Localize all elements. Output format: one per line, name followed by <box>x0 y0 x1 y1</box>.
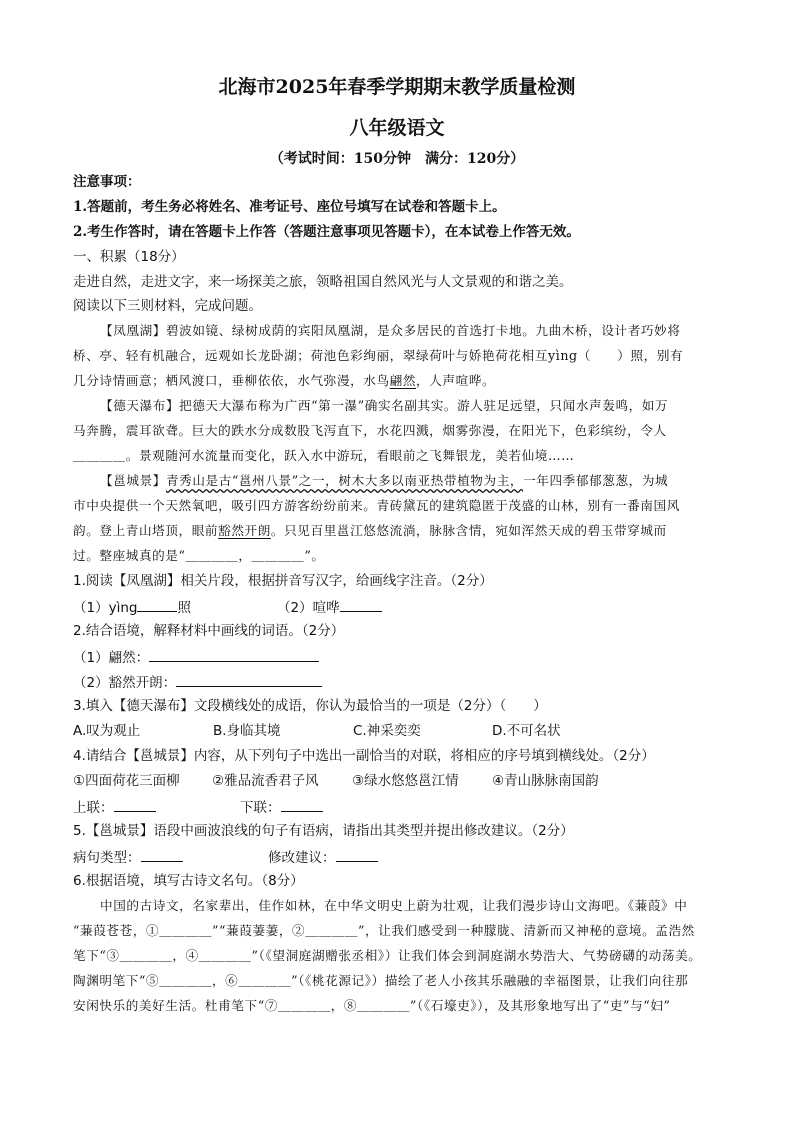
question-6-line: 安闲快乐的美好生活。杜甫笔下“⑦＿＿＿＿，⑧＿＿＿＿”（《石壕吏》），及其形象地写出了“吏”与“妇” <box>73 998 671 1013</box>
upper-couplet-answer <box>73 797 156 817</box>
question-1-stem: 1.阅读【凤凰湖】相关片段，根据拼音写汉字，给画线字注音。（2分） <box>73 573 493 589</box>
question-3-stem: 3.填入【德天瀑布】文段横线处的成语，你认为最恰当的一项是（2分）（ ） <box>73 698 547 714</box>
text-run: （2）喧哗 <box>277 600 340 616</box>
material-2-line: 【德天瀑布】把德天大瀑布称为广西“第一瀑”确实名副其实。游人驻足远望，只闻水声轰鸣，如万 <box>100 398 669 413</box>
answer-blank[interactable] <box>114 797 156 812</box>
text-run: 上联： <box>73 800 114 816</box>
exam-title: 北海市2025年春季学期期末教学质量检测 <box>218 76 576 98</box>
material-2-line: 马奔腾，震耳欲聋。巨大的跌水分成数股飞泻直下，水花四溅，烟雾弥漫，在阳光下，色彩缤纷，令人 <box>73 423 667 438</box>
material-3-line <box>100 472 668 490</box>
text-run: 病句类型： <box>73 850 141 866</box>
question-6-stem: 6.根据语境，填写古诗文名句。（8分） <box>73 873 304 889</box>
notice-heading: 注意事项： <box>73 174 141 190</box>
answer-blank[interactable] <box>340 597 382 612</box>
fix-suggestion-answer <box>268 847 378 867</box>
question-2-answer-a <box>73 647 319 667</box>
exam-info: （考试时间：150分钟 满分：120分） <box>269 151 525 167</box>
question-6-line: 笔下“③＿＿＿＿，④＿＿＿＿”（《望洞庭湖赠张丞相》）让我们体会到洞庭湖水势浩大、气势磅礴的动荡美。 <box>73 948 702 963</box>
question-1-answer-b <box>277 597 382 617</box>
question-1-answer-a <box>73 597 191 617</box>
question-2-stem: 2.结合语境，解释材料中画线的词语。（2分） <box>73 623 345 639</box>
answer-blank[interactable] <box>281 797 323 812</box>
material-1-line: 桥、亭、轻有机融合，远观如长龙卧湖；荷池色彩绚丽，翠绿荷叶与娇艳荷花相互yìng（ ）照，别有 <box>73 348 684 363</box>
couplet-option: ③绿水悠悠邕江情 <box>352 773 459 789</box>
option-b[interactable]: B.身临其境 <box>213 723 281 739</box>
section-intro-2: 阅读以下三则材料，完成问题。 <box>73 298 262 314</box>
text-run: 修改建议： <box>268 850 336 866</box>
section-intro-1: 走进自然，走进文字，来一场探美之旅，领略祖国自然风光与人文景观的和谐之美。 <box>73 274 573 290</box>
text-run: 照 <box>177 600 191 616</box>
text-run: ，人声喧哗。 <box>416 373 496 388</box>
answer-blank[interactable] <box>141 847 183 862</box>
material-3-line: 市中央提供一个天然氧吧，吸引四方游客纷纷前来。青砖黛瓦的建筑隐匿于茂盛的山林，别有一番南国风 <box>73 498 680 513</box>
answer-blank[interactable] <box>137 597 177 612</box>
material-1-line: 【凤凰湖】碧波如镜、绿树成荫的宾阳凤凰湖，是众多居民的首选打卡地。九曲木桥，设计者巧妙将 <box>100 323 681 338</box>
material-3-line: 过。整座城真的是“＿＿＿＿，＿＿＿＿”。 <box>73 548 325 563</box>
text-run: 韵。登上青山塔顶，眼前 <box>73 523 219 538</box>
underlined-word: 翩然 <box>389 373 417 388</box>
text-run: 【邕城景】 <box>100 473 166 488</box>
question-4-stem: 4.请结合【邕城景】内容，从下列句子中选出一副恰当的对联，将相应的序号填到横线处。（2分） <box>73 748 655 764</box>
answer-blank[interactable] <box>149 647 319 662</box>
answer-blank[interactable] <box>336 847 378 862</box>
text-run: 。只见百里邕江悠悠流淌，脉脉含情，宛如浑然天成的碧玉带穿城而 <box>270 523 667 538</box>
lower-couplet-answer <box>240 797 323 817</box>
notice-item-2: 2.考生作答时，请在答题卡上作答（答题注意事项见答题卡），在本试卷上作答无效。 <box>73 224 580 240</box>
question-6-line: 陶渊明笔下“⑤＿＿＿＿，⑥＿＿＿＿”（《桃花源记》）描绘了老人小孩其乐融融的幸福图景，让我们向往那 <box>73 973 689 988</box>
option-c[interactable]: C.神采奕奕 <box>353 723 421 739</box>
text-run: 下联： <box>240 800 281 816</box>
subject-title: 八年级语文 <box>349 117 445 139</box>
material-1-line <box>73 372 495 390</box>
text-run: 几分诗情画意；栖风渡口，垂柳依依，水气弥漫，水鸟 <box>73 373 390 388</box>
answer-blank[interactable] <box>176 672 322 687</box>
question-5-stem: 5.【邕城景】语段中画波浪线的句子有语病，请指出其类型并提出修改建议。（2分） <box>73 823 574 839</box>
error-type-answer <box>73 847 183 867</box>
wavy-underlined-sentence: 青秀山是古“邕州八景”之一，树木大多以南亚热带植物为主， <box>165 473 524 488</box>
question-6-line: “蒹葭苍苍，①＿＿＿＿”“蒹葭萋萋，②＿＿＿＿”，让我们感受到一种朦胧、清新而又神秘的意境。孟浩然 <box>73 923 695 938</box>
couplet-option: ②雅品流香君子风 <box>212 773 319 789</box>
text-run: 一年四季郁郁葱葱，为城 <box>523 473 669 488</box>
option-a[interactable]: A.叹为观止 <box>73 723 141 739</box>
material-3-line <box>73 522 667 540</box>
couplet-option: ①四面荷花三面柳 <box>73 773 180 789</box>
text-run: （1）yìng <box>73 600 138 616</box>
option-d[interactable]: D.不可名状 <box>492 723 561 739</box>
couplet-option: ④青山脉脉南国韵 <box>492 773 599 789</box>
underlined-word: 豁然开朗 <box>218 523 271 538</box>
notice-item-1: 1.答题前，考生务必将姓名、准考证号、座位号填写在试卷和答题卡上。 <box>73 199 506 215</box>
text-run: （2）豁然开朗： <box>73 675 177 691</box>
question-6-line: 中国的古诗文，名家辈出，佳作如林，在中华文明史上蔚为壮观，让我们漫步诗山文海吧。《蒹葭》中 <box>100 898 688 913</box>
question-2-answer-b <box>73 672 322 692</box>
section-heading: 一、积累（18分） <box>73 249 185 265</box>
material-2-line: ＿＿＿＿。景观随河水流量而变化，跃入水中游玩，看眼前之飞舞银龙，美若仙境…… <box>73 448 575 463</box>
text-run: （1）翩然： <box>73 650 150 666</box>
